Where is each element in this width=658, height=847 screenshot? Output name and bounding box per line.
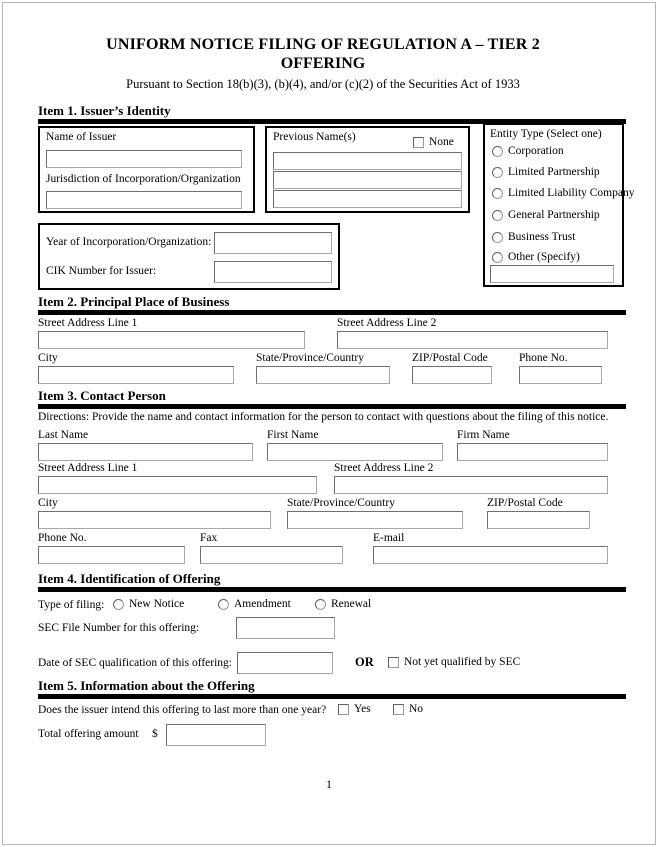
yes-checkbox-icon[interactable] <box>338 704 349 715</box>
sec-file-number-label: SEC File Number for this offering: <box>38 622 200 634</box>
none-label: None <box>429 136 454 148</box>
pob-zip-input[interactable] <box>412 366 492 384</box>
yes-label: Yes <box>354 703 371 715</box>
entity-option-general-partnership[interactable] <box>492 209 600 221</box>
pob-street1-input[interactable] <box>38 331 305 349</box>
contact-street2-label: Street Address Line 2 <box>334 462 434 474</box>
contact-phone-input[interactable] <box>38 546 185 564</box>
no-checkbox-icon[interactable] <box>393 704 404 715</box>
contact-zip-input[interactable] <box>487 511 590 529</box>
previous-names-box <box>265 126 470 213</box>
year-of-incorporation-input[interactable] <box>214 232 332 254</box>
contact-firm-name-label: Firm Name <box>457 429 510 441</box>
pob-state-input[interactable] <box>256 366 390 384</box>
sec-file-number-input[interactable] <box>236 617 335 639</box>
item4-section-bar <box>38 587 626 592</box>
year-cik-box <box>38 223 340 290</box>
pob-state-label: State/Province/Country <box>256 352 364 364</box>
cik-number-input[interactable] <box>214 261 332 283</box>
item4-heading: Item 4. Identification of Offering <box>38 571 221 586</box>
entity-option-corporation[interactable] <box>492 145 564 157</box>
entity-option-other[interactable] <box>492 251 580 263</box>
filing-option-amendment[interactable] <box>218 598 291 610</box>
previous-name-input-2[interactable] <box>273 171 462 189</box>
entity-type-box <box>483 123 635 287</box>
filing-option-label: New Notice <box>129 598 185 610</box>
not-yet-qualified-checkbox-icon[interactable] <box>388 657 399 668</box>
jurisdiction-input[interactable] <box>46 191 242 209</box>
item1-heading: Item 1. Issuer’s Identity <box>38 103 171 118</box>
item2-section-bar <box>38 310 626 315</box>
contact-email-label: E-mail <box>373 532 405 544</box>
pob-street2-input[interactable] <box>337 331 608 349</box>
contact-last-name-input[interactable] <box>38 443 253 461</box>
contact-street1-input[interactable] <box>38 476 317 494</box>
entity-option-label: General Partnership <box>508 209 600 221</box>
item2-heading: Item 2. Principal Place of Business <box>38 294 230 309</box>
entity-type-label: Entity Type (Select one) <box>490 128 602 140</box>
or-label: OR <box>355 655 374 669</box>
radio-icon[interactable] <box>492 252 503 263</box>
contact-street1-label: Street Address Line 1 <box>38 462 138 474</box>
cik-number-label: CIK Number for Issuer: <box>46 265 157 277</box>
entity-option-label: Corporation <box>508 145 564 157</box>
pob-phone-input[interactable] <box>519 366 602 384</box>
previous-names-label: Previous Name(s) <box>273 131 356 143</box>
year-of-incorporation-label: Year of Incorporation/Organization: <box>46 236 212 248</box>
no-label: No <box>409 703 424 715</box>
contact-phone-label: Phone No. <box>38 532 87 544</box>
entity-option-business-trust[interactable] <box>492 231 575 243</box>
contact-zip-label: ZIP/Postal Code <box>487 497 563 509</box>
entity-option-label: Business Trust <box>508 231 576 243</box>
name-of-issuer-label: Name of Issuer <box>46 131 117 143</box>
entity-other-specify-input[interactable] <box>490 265 614 283</box>
pob-street2-label: Street Address Line 2 <box>337 317 437 329</box>
contact-email-input[interactable] <box>373 546 608 564</box>
duration-no-option[interactable] <box>393 703 423 715</box>
name-of-issuer-input[interactable] <box>46 150 242 168</box>
filing-option-label: Renewal <box>331 598 372 610</box>
item3-heading: Item 3. Contact Person <box>38 388 166 403</box>
total-offering-amount-label: Total offering amount <box>38 728 139 740</box>
none-checkbox-icon[interactable] <box>413 137 424 148</box>
contact-city-input[interactable] <box>38 511 271 529</box>
filing-option-new-notice[interactable] <box>113 598 184 610</box>
sec-qualification-date-label: Date of SEC qualification of this offering: <box>38 657 232 669</box>
radio-icon[interactable] <box>113 599 124 610</box>
previous-names-none-option[interactable] <box>413 136 454 148</box>
filing-option-label: Amendment <box>234 598 291 610</box>
radio-icon[interactable] <box>492 210 503 221</box>
entity-option-label: Limited Liability Company <box>508 187 635 199</box>
pob-phone-label: Phone No. <box>519 352 568 364</box>
radio-icon[interactable] <box>315 599 326 610</box>
form-title-line2: OFFERING <box>280 55 366 72</box>
entity-option-label: Limited Partnership <box>508 166 600 178</box>
contact-city-label: City <box>38 497 58 509</box>
page-number: 1 <box>326 777 332 791</box>
contact-first-name-label: First Name <box>267 429 319 441</box>
offering-duration-question: Does the issuer intend this offering to last more than one year? <box>38 704 327 716</box>
pob-city-label: City <box>38 352 58 364</box>
contact-state-label: State/Province/Country <box>287 497 395 509</box>
radio-icon[interactable] <box>492 146 503 157</box>
entity-option-label: Other (Specify) <box>508 251 580 263</box>
filing-option-renewal[interactable] <box>315 598 371 610</box>
contact-last-name-label: Last Name <box>38 429 89 441</box>
form-subtitle: Pursuant to Section 18(b)(3), (b)(4), and/or (c)(2) of the Securities Act of 1933 <box>126 77 520 91</box>
item5-heading: Item 5. Information about the Offering <box>38 678 255 693</box>
contact-fax-input[interactable] <box>200 546 343 564</box>
pob-zip-label: ZIP/Postal Code <box>412 352 488 364</box>
previous-name-input-3[interactable] <box>273 190 462 208</box>
radio-icon[interactable] <box>492 188 503 199</box>
jurisdiction-label: Jurisdiction of Incorporation/Organization <box>46 173 241 185</box>
not-yet-qualified-label: Not yet qualified by SEC <box>404 656 521 668</box>
entity-option-llc[interactable] <box>492 187 634 199</box>
sec-qualification-date-input[interactable] <box>237 652 333 674</box>
not-yet-qualified-option[interactable] <box>388 656 520 668</box>
radio-icon[interactable] <box>492 167 503 178</box>
radio-icon[interactable] <box>492 232 503 243</box>
contact-state-input[interactable] <box>287 511 463 529</box>
pob-street1-label: Street Address Line 1 <box>38 317 138 329</box>
type-of-filing-label: Type of filing: <box>38 599 105 611</box>
total-offering-amount-input[interactable] <box>166 724 266 746</box>
form-title-line1: UNIFORM NOTICE FILING OF REGULATION A – TIER 2 <box>106 36 540 53</box>
duration-yes-option[interactable] <box>338 703 371 715</box>
pob-city-input[interactable] <box>38 366 234 384</box>
dollar-sign: $ <box>152 728 158 740</box>
previous-name-input-1[interactable] <box>273 152 462 170</box>
issuer-identity-box <box>38 126 255 213</box>
item3-section-bar <box>38 404 626 409</box>
contact-fax-label: Fax <box>200 532 218 544</box>
contact-first-name-input[interactable] <box>267 443 443 461</box>
item5-section-bar <box>38 694 626 699</box>
item3-directions: Directions: Provide the name and contact information for the person to contact with questions about the filing of this notice. <box>38 411 609 423</box>
contact-street2-input[interactable] <box>334 476 608 494</box>
contact-firm-name-input[interactable] <box>457 443 608 461</box>
radio-icon[interactable] <box>218 599 229 610</box>
entity-option-limited-partnership[interactable] <box>492 166 600 178</box>
